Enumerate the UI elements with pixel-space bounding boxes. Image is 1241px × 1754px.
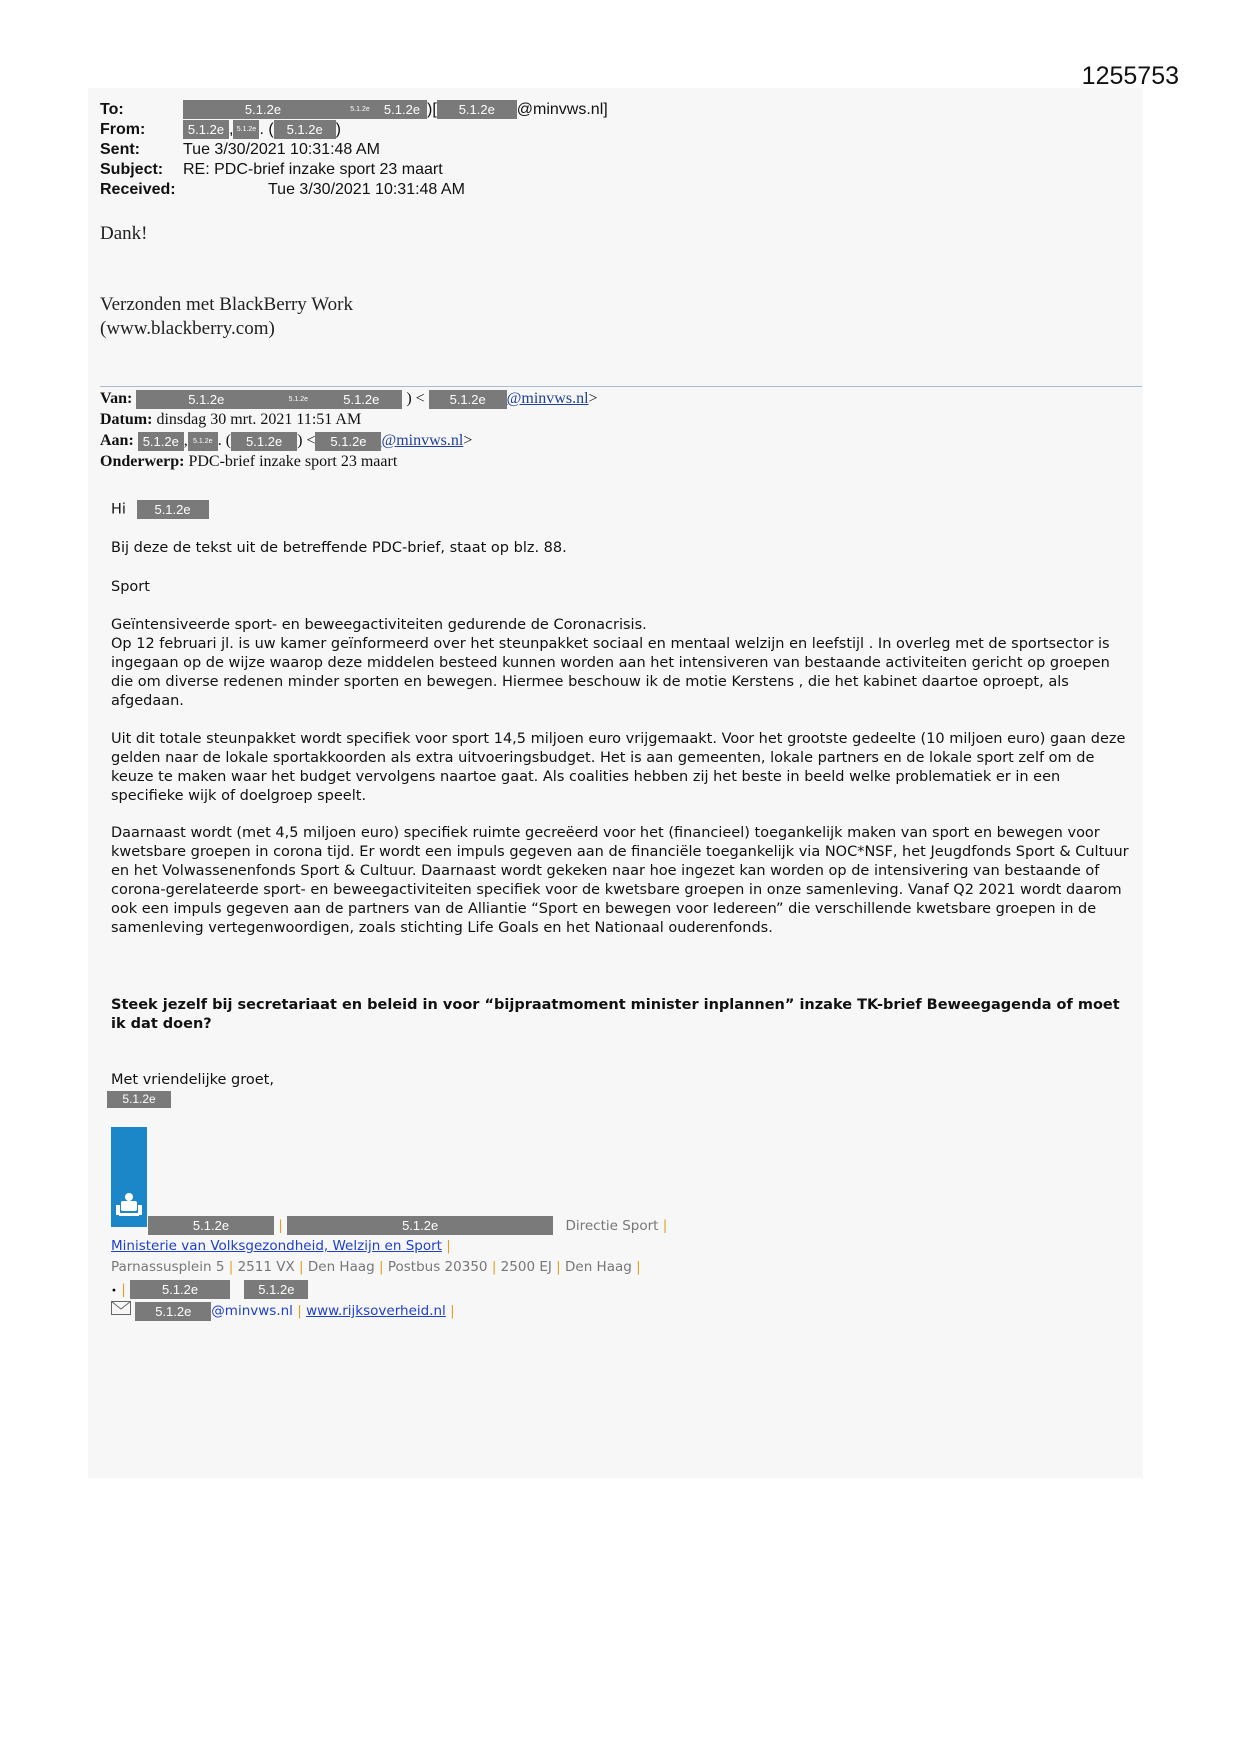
redaction-box: 5.1.2e (231, 432, 297, 451)
to-suffix: @minvws.nl] (516, 101, 608, 118)
received-label: Received: (100, 181, 176, 198)
sent-value: Tue 3/30/2021 10:31:48 AM (183, 141, 380, 158)
ministry-link[interactable]: Ministerie van Volksgezondheid, Welzijn en Sport (111, 1238, 442, 1254)
redaction-box: 5.1.2e (148, 1216, 274, 1235)
redaction-box: 5.1.2e (287, 1216, 553, 1235)
from-label: From: (100, 121, 146, 138)
document-number: 1255753 (1081, 62, 1179, 90)
received-value: Tue 3/30/2021 10:31:48 AM (268, 181, 465, 198)
paragraph-2: Uit dit totale steunpakket wordt specifiek voor sport 14,5 miljoen euro vrijgemaakt. Voor het grootste gedeelte (10 miljoen euro) gaan deze gelden naar de lokale sportakkoorden als extra uitvoeringsbudget. Het is aan gemeenten, lokale partners en de lokale sport zelf om de keuze te maken waar het budget vervolgens naartoe gaat. Als coalities hebben zij het beste in beeld welke problematiek er in een specifieke wijk of doelgroep speelt. (111, 731, 1126, 804)
greeting-row (111, 500, 1136, 520)
aan-label: Aan: (100, 432, 134, 449)
email-row (111, 1301, 455, 1321)
separator: | (491, 1259, 497, 1275)
redaction-box: 5.1.2e (320, 390, 402, 409)
redaction-box: 5.1.2e (343, 100, 377, 119)
sent-row (100, 140, 380, 159)
redaction-box: 5.1.2e (107, 1091, 171, 1108)
intro-text: Bij deze de tekst uit de betreffende PDC-brief, staat op blz. 88. (111, 540, 567, 556)
website-link[interactable]: www.rijksoverheid.nl (306, 1303, 446, 1319)
subject-value: RE: PDC-brief inzake sport 23 maart (183, 161, 443, 178)
blackberry-footer-line2: (www.blackberry.com) (100, 318, 275, 339)
sent-label: Sent: (100, 141, 140, 158)
redaction-box: 5.1.2e (135, 1302, 211, 1321)
to-label: To: (100, 101, 124, 118)
question-text: Steek jezelf bij secretariaat en beleid in voor “bijpraatmoment minister inplannen” inzake TK-brief Beweegagenda of moet ik dat doen? (111, 997, 1120, 1032)
redaction-box: 5.1.2e (244, 1280, 308, 1299)
divider (100, 386, 1142, 387)
received-row (100, 180, 465, 199)
datum-row (100, 410, 361, 430)
address-postcode: 2511 VX (237, 1259, 295, 1275)
separator: | (297, 1303, 302, 1319)
signature-name-row (148, 1216, 667, 1235)
address-row (111, 1259, 641, 1275)
redaction-box: 5.1.2e (137, 500, 209, 519)
redaction-box: 5.1.2e (233, 120, 259, 139)
redaction-box: 5.1.2e (437, 100, 517, 119)
datum-label: Datum: (100, 411, 153, 428)
separator: | (299, 1259, 304, 1275)
separator: | (662, 1217, 668, 1234)
separator: | (278, 1217, 283, 1234)
address-city: Den Haag (307, 1259, 375, 1275)
datum-value: dinsdag 30 mrt. 2021 11:51 AM (156, 411, 362, 428)
redaction-box: 5.1.2e (183, 120, 229, 139)
rijksoverheid-logo (111, 1127, 147, 1227)
address-postbus-city: Den Haag (565, 1259, 632, 1275)
redaction-box: 5.1.2e (315, 432, 381, 451)
blackberry-footer-line1: Verzonden met BlackBerry Work (100, 294, 353, 315)
address-street: Parnassusplein 5 (111, 1259, 225, 1275)
redaction-box: 5.1.2e (429, 390, 507, 409)
ministry-row (111, 1238, 451, 1254)
onderwerp-row (100, 452, 397, 472)
paragraph-3: Daarnaast wordt (met 4,5 miljoen euro) specifiek ruimte gecreëerd voor het (financieel) toegankelijk maken van sport en bewegen voor kwetsbare groepen in corona tijd. Er wordt een impuls gegeven aan de financiële toegankelijk via NOC*NSF, het Jeugdfonds Sport & Cultuur en het Volwassenenfonds Sport & Cultuur. Daarnaast wordt gekeken naar hoe ingezet kan worden op de intensivering van bestaande of corona-gerelateerde sport- en beweegactiviteiten specifiek voor de kwetsbare groepen in onze samenleving. Vanaf Q2 2021 wordt daarom ook een impuls gegeven aan de partners van de Alliantie “Sport en bewegen voor Iedereen” die verschillende kwetsbare groepen in de samenleving vertegenwoordigen, zoals stichting Life Goals en het Nationaal ouderenfonds. (111, 825, 1129, 936)
van-label: Van: (100, 390, 133, 407)
subject-label: Subject: (100, 161, 164, 178)
phone-icon: • (111, 1285, 117, 1297)
address-postbus-code: 2500 EJ (500, 1259, 552, 1275)
paragraph-1-text: Op 12 februari jl. is uw kamer geïnformeerd over het steunpakket sociaal en mentaal welzijn en leefstijl . In overleg met de sportsector is ingegaan op de wijze waarop deze middelen besteed kunnen worden aan het intensiveren van bestaande activiteiten gericht op groepen die om diverse redenen minder sporten en bewegen. Hiermee beschouw ik de motie Kerstens , die het kabinet daartoe oproept, als afgedaan. (111, 636, 1110, 709)
redaction-box: 5.1.2e (276, 390, 320, 409)
aan-row: Aan: 5.1.2e , 5.1.2e . ( 5.1.2e ) < 5.1.2e @minvws.nl> (100, 432, 473, 449)
van-row: Van: 5.1.2e 5.1.2e 5.1.2e ) < 5.1.2e @minvws.nl> (100, 390, 598, 407)
paragraph-1 (111, 616, 1136, 711)
from-row: From: 5.1.2e , 5.1.2e . ( 5.1.2e ) (100, 121, 341, 138)
address-postbus: Postbus 20350 (387, 1259, 488, 1275)
redaction-box: 5.1.2e (183, 100, 343, 119)
closing-text: Met vriendelijke groet, (111, 1072, 274, 1088)
separator: | (556, 1259, 561, 1275)
subject-row (100, 160, 443, 179)
onderwerp-value: PDC-brief inzake sport 23 maart (188, 453, 398, 470)
redaction-box: 5.1.2e (136, 390, 276, 409)
department-name: Directie Sport (565, 1217, 659, 1234)
reply-text: Dank! (100, 223, 148, 244)
redaction-box: 5.1.2e (188, 432, 218, 451)
to-row: To: 5.1.2e 5.1.2e 5.1.2e )[ 5.1.2e @minvws.nl] (100, 101, 608, 118)
separator: | (636, 1259, 641, 1275)
aan-email-link[interactable]: @minvws.nl (381, 432, 464, 449)
redaction-box: 5.1.2e (138, 432, 184, 451)
paragraph-1-lead: Geïntensiveerde sport- en beweegactiviteiten gedurende de Coronacrisis. (111, 617, 647, 633)
separator: | (228, 1259, 234, 1275)
redaction-box: 5.1.2e (274, 120, 336, 139)
separator: | (379, 1259, 384, 1275)
envelope-icon (111, 1303, 135, 1319)
separator: | (450, 1303, 455, 1319)
sender-name-redaction (107, 1090, 171, 1108)
separator: | (121, 1281, 126, 1298)
redaction-box: 5.1.2e (377, 100, 427, 119)
crest-icon (111, 1127, 147, 1227)
van-email-link[interactable]: @minvws.nl (506, 390, 589, 407)
greeting: Hi (111, 501, 126, 518)
separator: | (446, 1238, 451, 1254)
email-suffix[interactable]: @minvws.nl (211, 1303, 293, 1319)
redaction-box: 5.1.2e (130, 1280, 230, 1299)
section-heading: Sport (111, 579, 150, 595)
onderwerp-label: Onderwerp: (100, 453, 185, 470)
phone-row (111, 1280, 308, 1299)
